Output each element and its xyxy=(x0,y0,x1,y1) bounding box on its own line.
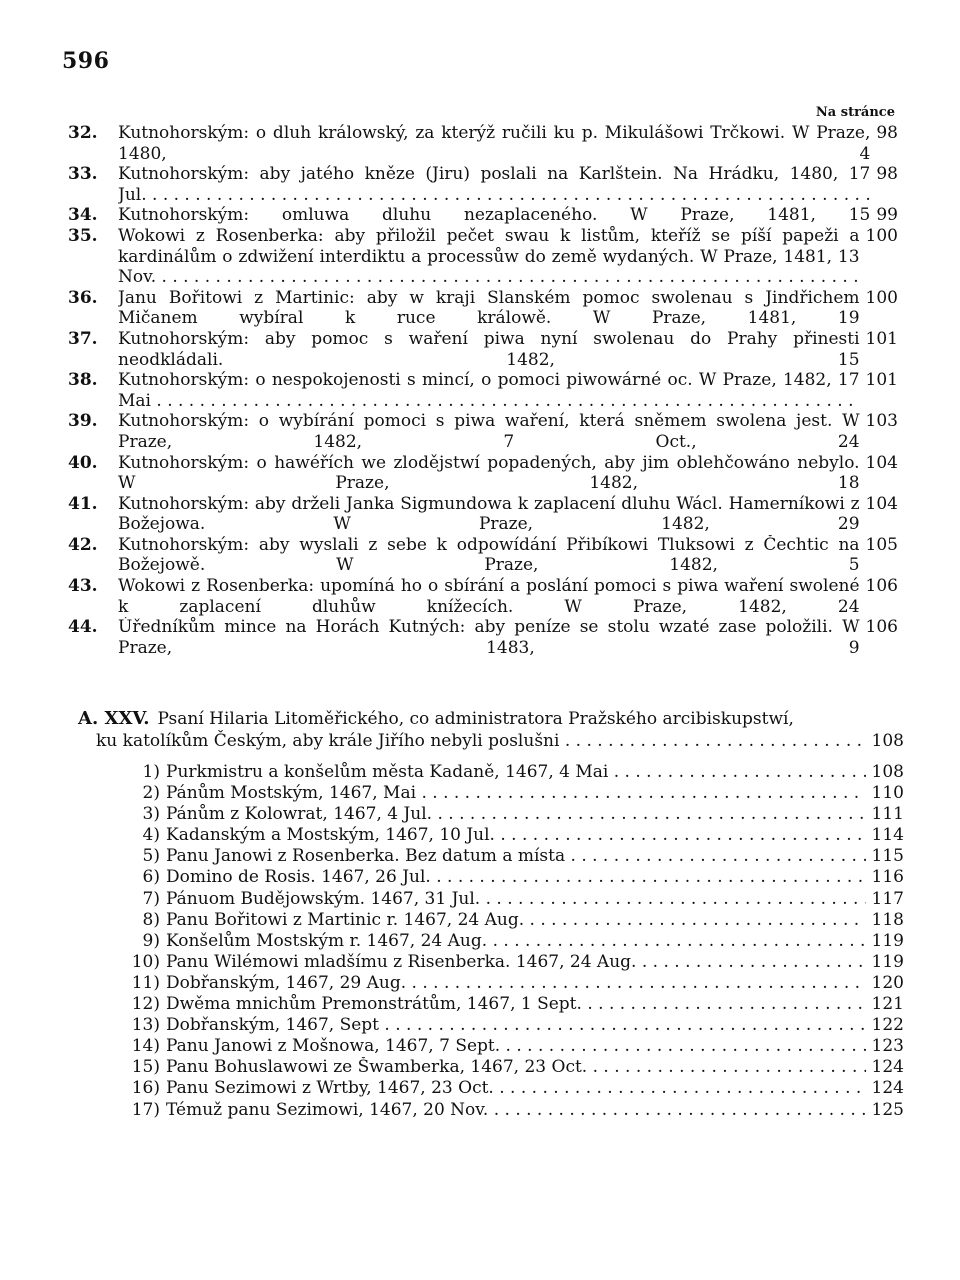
entry-page: 98 xyxy=(876,164,898,185)
entry-item xyxy=(68,123,898,164)
entry-item xyxy=(68,576,898,617)
entry-page: 100 xyxy=(865,287,898,308)
section-item xyxy=(130,931,904,952)
entry-text: Kutnohorským: o hawéřích we zlodějstwí popadených, aby jim oblehčowáno nebylo. W Praze, 1482, 18 . . . . . . xyxy=(118,453,860,494)
section-item-text: 7) Pánuom Budějowským. 1467, 31 Jul. . . . xyxy=(130,889,866,910)
entry-body xyxy=(118,617,898,658)
entry-body xyxy=(118,123,898,164)
section-item-number: 6) xyxy=(142,867,160,888)
entry-body xyxy=(118,329,898,370)
section-item xyxy=(130,889,904,910)
section-item xyxy=(130,910,904,931)
page-column-heading: Na stránce xyxy=(815,105,895,120)
section-item-number: 13) xyxy=(131,1015,160,1036)
entry-text: Kutnohorským: aby jatého kněze (Jiru) poslali na Karlštein. Na Hrádku, 1480, 17 Jul. . . . . . . xyxy=(118,164,870,205)
entry-page: 101 xyxy=(865,328,898,349)
entry-body xyxy=(118,164,898,205)
entry-text: Wokowi z Rosenberka: aby přiložil pečet swau k listům, kteříž se píší papeži a kardinálům o zdwižení interdiktu a processůw do země wydaných. W Praze, 1481, 13 Nov. . . . . . . xyxy=(118,226,860,288)
section-item-page: 117 xyxy=(871,888,904,909)
section-item-text: 3) Pánům z Kolowrat, 1467, 4 Jul. . . . xyxy=(130,804,866,825)
entry-number: 39. xyxy=(68,411,98,432)
entry-number: 44. xyxy=(68,617,98,638)
section-item-page: 123 xyxy=(871,1036,904,1057)
section-item-page: 122 xyxy=(871,1015,904,1036)
section-item-page: 119 xyxy=(871,951,904,972)
section-item xyxy=(130,804,904,825)
entry-page: 105 xyxy=(865,534,898,555)
section-item xyxy=(130,1036,904,1057)
section-item-number: 2) xyxy=(142,783,160,804)
entry-page: 99 xyxy=(876,205,898,226)
section-item-text: 1) Purkmistru a konšelům města Kadaně, 1467, 4 Mai . . . xyxy=(130,762,866,783)
entry-page: 98 xyxy=(876,123,898,143)
section-item-page: 111 xyxy=(871,804,904,825)
entry-item xyxy=(68,329,898,370)
section-title-line1: Psaní Hilaria Litoměřického, co administratora Pražského arcibiskupstwí, xyxy=(157,709,794,729)
entry-page: 104 xyxy=(865,452,898,473)
entry-page: 103 xyxy=(865,411,898,432)
entry-page: 101 xyxy=(865,370,898,391)
section-title xyxy=(78,708,904,730)
entry-body xyxy=(118,411,898,452)
section-item xyxy=(130,867,904,888)
section-item-page: 124 xyxy=(871,1078,904,1099)
section-item-page: 115 xyxy=(871,846,904,867)
section-item xyxy=(130,952,904,973)
entry-number: 36. xyxy=(68,287,98,308)
entry-item xyxy=(68,453,898,494)
entry-body xyxy=(118,205,898,226)
section-item-text: 6) Domino de Rosis. 1467, 26 Jul. . . . xyxy=(130,867,866,888)
entry-text: Kutnohorským: aby wyslali z sebe k odpowídání Přibíkowi Tluksowi z Čechtic na Božejowě. W Praze, 1482, 5 . . . . . . xyxy=(118,535,860,576)
section-item xyxy=(130,762,904,783)
section-item-text: 16) Panu Sezimowi z Wrtby, 1467, 23 Oct. . . . xyxy=(130,1078,866,1099)
section-item-page: 120 xyxy=(871,972,904,993)
entry-number: 38. xyxy=(68,370,98,391)
entry-text: Kutnohorským: o dluh králowský, za kterýž ručili ku p. Mikulášowi Trčkowi. W Praze, 1480, 4 . . . . . . xyxy=(118,123,870,164)
section-item-page: 108 xyxy=(871,762,904,782)
section-item-number: 12) xyxy=(131,994,160,1015)
section-item-page: 124 xyxy=(871,1057,904,1078)
section-item-number: 16) xyxy=(131,1078,160,1099)
entry-number: 33. xyxy=(68,164,98,185)
section-item xyxy=(130,825,904,846)
entry-page: 106 xyxy=(865,617,898,638)
entry-item xyxy=(68,411,898,452)
section-item-text: 13) Dobřanským, 1467, Sept . . . xyxy=(130,1015,866,1036)
entry-text: Janu Bořitowi z Martinic: aby w kraji Slanském pomoc swolenau s Jindřichem Mičanem wybíral k ruce králowě. W Praze, 1481, 19 . . . . . . xyxy=(118,288,860,329)
section-item-text: 4) Kadanským a Mostským, 1467, 10 Jul. . . . xyxy=(130,825,866,846)
section-item-number: 3) xyxy=(142,804,160,825)
entry-number: 42. xyxy=(68,534,98,555)
entry-text: Kutnohorským: o nespokojenosti s mincí, o pomoci piwowárné oc. W Praze, 1482, 17 Mai . . . . . . xyxy=(118,370,860,411)
entry-body xyxy=(118,535,898,576)
section-item-page: 121 xyxy=(871,994,904,1015)
entry-page: 104 xyxy=(865,493,898,514)
section-item xyxy=(130,1015,904,1036)
entry-item xyxy=(68,164,898,205)
entry-text: Kutnohorským: aby pomoc s waření piwa nyní swolenau do Prahy přinesti neodkládali. 1482, 15 . . . . . . xyxy=(118,329,860,370)
entry-item xyxy=(68,535,898,576)
section-item-number: 11) xyxy=(131,972,160,993)
entry-body xyxy=(118,576,898,617)
section-item-text: 5) Panu Janowi z Rosenberka. Bez datum a místa . . . xyxy=(130,846,866,867)
entry-number: 43. xyxy=(68,576,98,597)
section-item-page: 110 xyxy=(871,783,904,804)
section-page: 108 xyxy=(871,731,904,751)
entry-item xyxy=(68,288,898,329)
section-item-number: 5) xyxy=(142,846,160,867)
section-item-page: 119 xyxy=(871,930,904,951)
section-block xyxy=(78,708,904,752)
section-item-list xyxy=(130,762,904,1121)
section-item xyxy=(130,973,904,994)
section-item-text: 8) Panu Bořitowi z Martinic r. 1467, 24 Aug. . . . xyxy=(130,910,866,931)
entry-number: 37. xyxy=(68,328,98,349)
section-title-line2-row xyxy=(96,730,904,752)
section-item-text: 12) Dwěma mnichům Premonstrátům, 1467, 1 Sept. . . . xyxy=(130,994,866,1015)
section-item-number: 9) xyxy=(142,930,160,951)
section-title-line2: ku katolíkům Českým, aby krále Jiřího nebyli poslušni . . . xyxy=(96,730,866,752)
entry-item xyxy=(68,494,898,535)
section-item-text: 17) Témuž panu Sezimowi, 1467, 20 Nov. . . . xyxy=(130,1100,866,1121)
section-item-number: 14) xyxy=(131,1036,160,1057)
entry-item xyxy=(68,205,898,226)
entry-number: 32. xyxy=(68,123,98,143)
section-item-text: 15) Panu Bohuslawowi ze Šwamberka, 1467, 23 Oct. . . . xyxy=(130,1057,866,1078)
entry-number: 35. xyxy=(68,225,98,246)
section-code: A. XXV. xyxy=(78,708,150,729)
entry-body xyxy=(118,453,898,494)
section-item-text: 14) Panu Janowi z Mošnowa, 1467, 7 Sept. . . . xyxy=(130,1036,866,1057)
section-item xyxy=(130,1057,904,1078)
entry-text: Kutnohorským: omluwa dluhu nezaplaceného. W Praze, 1481, 15 . . . . . . xyxy=(118,205,870,226)
section-item-page: 114 xyxy=(871,825,904,846)
entry-page: 106 xyxy=(865,576,898,597)
entry-item xyxy=(68,617,898,658)
section-item xyxy=(130,783,904,804)
section-item-text: 9) Konšelům Mostským r. 1467, 24 Aug. . . . xyxy=(130,931,866,952)
entry-number: 41. xyxy=(68,493,98,514)
entry-text: Kutnohorským: aby drželi Janka Sigmundowa k zaplacení dluhu Wácl. Hamerníkowi z Božejowa. W Praze, 1482, 29 . . . . . . xyxy=(118,494,860,535)
entry-number: 40. xyxy=(68,452,98,473)
entry-body xyxy=(118,494,898,535)
entry-body xyxy=(118,370,898,411)
section-item xyxy=(130,1078,904,1099)
section-item-page: 125 xyxy=(871,1099,904,1120)
entry-text: Úředníkům mince na Horách Kutných: aby peníze se stolu wzaté zase položili. W Praze, 1483, 9 . . . . . . xyxy=(118,617,860,658)
section-item-page: 116 xyxy=(871,867,904,888)
section-item-text: 10) Panu Wilémowi mladšímu z Risenberka. 1467, 24 Aug. . . . xyxy=(130,952,866,973)
section-item xyxy=(130,846,904,867)
section-item-page: 118 xyxy=(871,909,904,930)
entry-text: Wokowi z Rosenberka: upomíná ho o sbírání a poslání pomoci s piwa waření swolené k zaplacení dluhůw knížecích. W Praze, 1482, 24 . . . . . . xyxy=(118,576,860,617)
page-number: 596 xyxy=(62,48,110,74)
section-item xyxy=(130,994,904,1015)
section-item-number: 10) xyxy=(131,951,160,972)
entry-item xyxy=(68,226,898,288)
entry-list xyxy=(68,123,898,658)
section-item-number: 1) xyxy=(142,762,160,782)
section-item-text: 2) Pánům Mostským, 1467, Mai . . . xyxy=(130,783,866,804)
section-item-number: 8) xyxy=(142,909,160,930)
section-item xyxy=(130,1100,904,1121)
section-item-number: 7) xyxy=(142,888,160,909)
section-item-number: 4) xyxy=(142,825,160,846)
section-item-number: 15) xyxy=(131,1057,160,1078)
section-item-number: 17) xyxy=(131,1099,160,1120)
section-item-text: 11) Dobřanským, 1467, 29 Aug. . . . xyxy=(130,973,866,994)
entry-item xyxy=(68,370,898,411)
entry-text: Kutnohorským: o wybírání pomoci s piwa waření, která sněmem swolena jest. W Praze, 1482, 7 Oct., 24 . . . . . . xyxy=(118,411,860,452)
entry-number: 34. xyxy=(68,205,98,226)
entry-body xyxy=(118,288,898,329)
entry-body xyxy=(118,226,898,288)
entry-page: 100 xyxy=(865,225,898,246)
